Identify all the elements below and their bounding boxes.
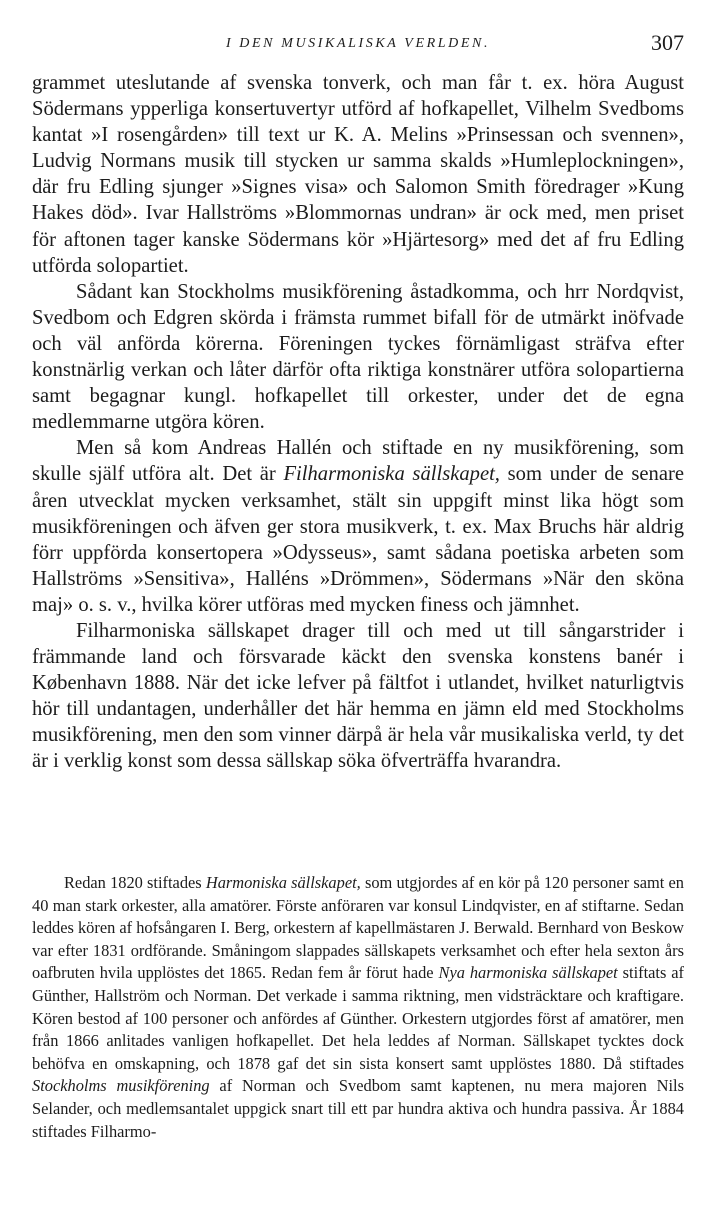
page-header [32,30,684,60]
paragraph-3-start: Men så kom Andreas Hallén och stiftade en ny musikförening, som skulle själf utföra alt. Det är [32,437,684,486]
paragraph-2: Sådant kan Stockholms musikförening åstadkomma, och hrr Nordqvist, Svedbom och Edgren skörda i främsta rummet bifall för de utmärkt inöfvade och väl anförda körerna. Föreningen tyckes förnämligast sträfva efter konstnärlig verkan och låter därför ofta riktiga konstnärer utföra solopartierna samt begagnar kungl. hofkapellet till orkester, under det de egna medlemmarne utgöra kören. [32,280,684,434]
paragraph-3 [32,435,684,618]
main-text [32,70,684,775]
footnote-part-b: som utgjordes af en kör på 120 personer samt en 40 man stark orkester, alla amatörer. Förste anföraren var konsul Lindqvister, en af stiftarne. Sedan leddes kören af hofsångaren I. Berg, orkestern af kapellmästaren J. Berwald. Bernhard von Beskow var efter 1831 ordförande. Småningom slappades sällskapets verksamhet och efter hela sexton års oafbruten hvila upplöstes det 1865. Redan fem år förut hade [32,873,684,983]
footnote-paragraph [32,872,684,1143]
paragraph-3-rest: som under de senare åren utvecklat mycken verksamhet, stält sin uppgift minst lika högt som musikföreningen och äfven ger stora musikverk, t. ex. Max Bruchs här aldrig förr uppförda konsertopera »Odysseus», samt sådana poetiska arbeten som Hallströms »Sensitiva», Halléns »Drömmen», Södermans »När den sköna maj» o. s. v., hvilka körer utföras med mycken finess och jämnhet. [32,463,684,616]
footnote-italic-3: Stockholms musikförening [32,1076,210,1096]
society-name-italic: Filharmoniska sällskapet, [283,463,500,486]
paragraph-1: grammet uteslutande af svenska tonverk, och man får t. ex. höra August Södermans ypperliga konsertuvertyr utförd af hofkapellet, Vilhelm Svedboms kantat »I rosengården» till text ur K. A. Melins »Prinsessan och svennen», Ludvig Normans musik till stycken ur samma skalds »Humleplockningen», där fru Edling sjunger »Signes visa» och Salomon Smith föredrager »Kung Hakes död». Ivar Hallströms »Blommornas undran» är ock med, men priset för aftonen tager kanske Södermans kör »Hjärtesorg» med det af fru Edling utförda solopartiet. [32,72,684,277]
footnote-part-a: Redan 1820 stiftades [64,873,206,892]
page-number: 307 [651,30,684,55]
footnote-part-d: af Norman och Svedbom samt kaptenen, nu mera majoren Nils Selander, och medlemsantalet uppgick snart till ett par hundra aktiva och hundra passiva. År 1884 stiftades Filharmo- [32,1076,684,1141]
footnote-part-c: stiftats af Günther, Hallström och Norman. Det verkade i samma riktning, men vidsträcktare och kraftigare. Kören bestod af 100 personer och anfördes af Günther. Orkestern utgjordes först af amatörer, men från 1866 anlitades vanligen hofkapellet. Det hela leddes af Norman. Sällskapet tycktes dock behöfva en omskapning, och 1878 gaf det sin sista konsert samt upplöstes 1880. Då stiftades [32,963,685,1073]
footnote-italic-1: Harmoniska sällskapet, [205,873,361,892]
paragraph-4: Filharmoniska sällskapet drager till och med ut till sångarstrider i främmande land och försvarade käckt den svenska konstens banér i København 1888. När det icke lefver på fältfot i utlandet, hvilket naturligtvis hör till undantagen, underhåller det här hemma en jämn eld med Stockholms musikförening, men den som vinner därpå är hela vår musikaliska verld, ty det är i verklig konst som dessa sällskap söka öfverträffa hvarandra. [32,619,684,773]
running-title: I DEN MUSIKALISKA VERLDEN. [225,36,491,51]
footnote [32,872,684,1143]
footnote-italic-2: Nya harmoniska sällskapet [438,963,618,983]
